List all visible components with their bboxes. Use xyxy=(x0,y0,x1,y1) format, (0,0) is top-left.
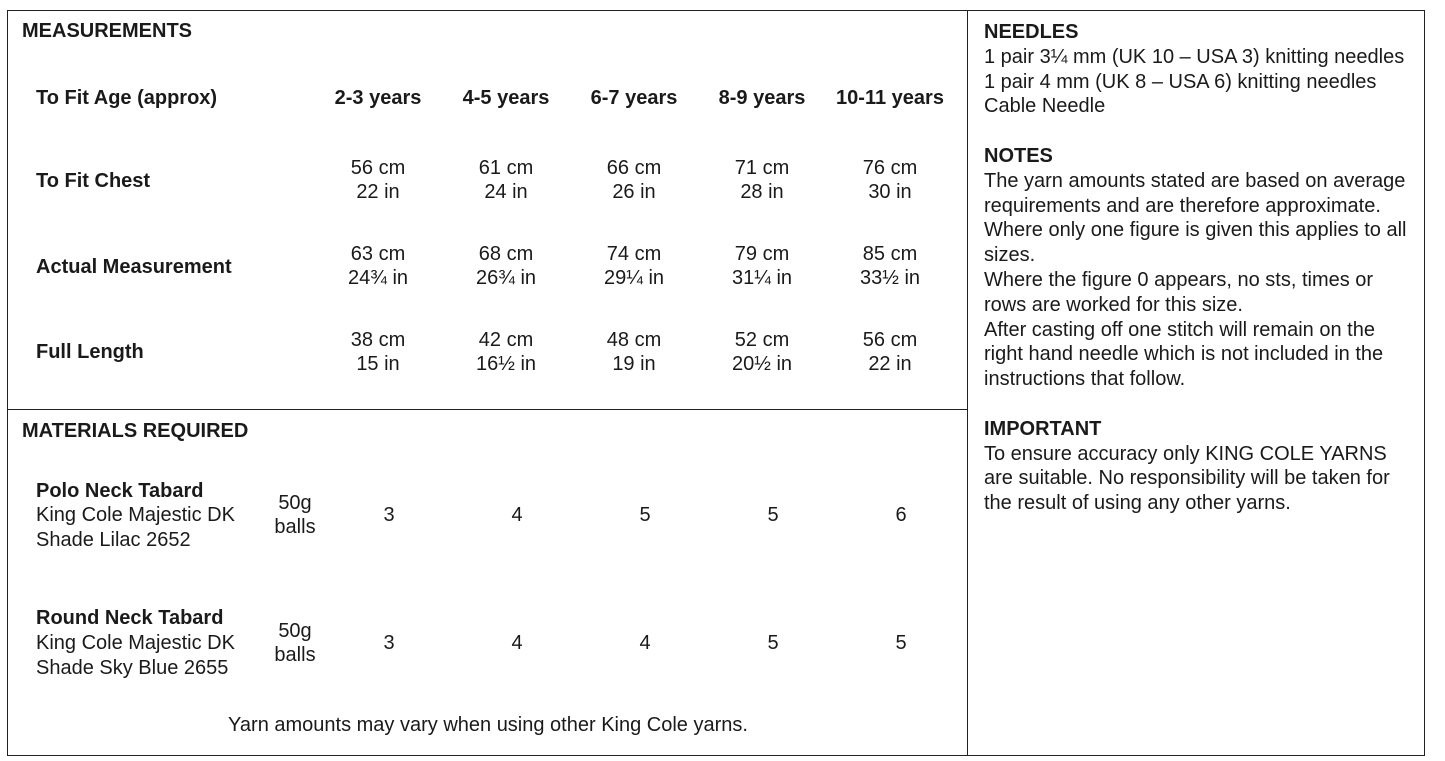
age-col-4: 8-9 years xyxy=(718,87,806,109)
round-qty-4: 5 xyxy=(767,632,779,654)
polo-unit: balls xyxy=(274,516,316,538)
chest-cm-2: 61 cm xyxy=(478,157,534,179)
column-divider xyxy=(967,10,968,756)
polo-qty-5: 6 xyxy=(895,504,907,526)
length-label: Full Length xyxy=(36,341,144,363)
round-shade: Shade Sky Blue 2655 xyxy=(36,657,229,679)
polo-qty-3: 5 xyxy=(639,504,651,526)
length-in-3: 19 in xyxy=(612,353,656,375)
materials-heading: MATERIALS REQUIRED xyxy=(22,420,249,442)
actual-cm-4: 79 cm xyxy=(734,243,790,265)
important-heading: IMPORTANT xyxy=(984,417,1102,440)
notes-line-1: The yarn amounts stated are based on average requirements and are therefore approximate. xyxy=(984,169,1406,217)
polo-yarn: King Cole Majestic DK xyxy=(36,504,235,526)
measurements-heading: MEASUREMENTS xyxy=(22,20,193,42)
polo-unit-weight: 50g xyxy=(278,492,312,514)
round-yarn: King Cole Majestic DK xyxy=(36,632,235,654)
notes-line-4: After casting off one stitch will remain on the right hand needle which is not included in the instructions that follow. xyxy=(984,318,1384,391)
actual-in-1: 24¾ in xyxy=(347,267,409,289)
right-column xyxy=(984,20,1416,516)
chest-cm-3: 66 cm xyxy=(606,157,662,179)
actual-in-2: 26¾ in xyxy=(475,267,537,289)
polo-qty-2: 4 xyxy=(511,504,523,526)
length-cm-2: 42 cm xyxy=(478,329,534,351)
important-text: To ensure accuracy only KING COLE YARNS are suitable. No responsibility will be taken for the result of using any other yarns. xyxy=(984,442,1390,515)
age-col-1: 2-3 years xyxy=(334,87,422,109)
polo-qty-4: 5 xyxy=(767,504,779,526)
chest-in-3: 26 in xyxy=(612,181,656,203)
actual-cm-1: 63 cm xyxy=(350,243,406,265)
length-in-2: 16½ in xyxy=(475,353,537,375)
actual-cm-2: 68 cm xyxy=(478,243,534,265)
spacer xyxy=(984,392,1416,417)
chest-cm-5: 76 cm xyxy=(862,157,918,179)
actual-in-5: 33½ in xyxy=(859,267,921,289)
notes-line-2: Where only one figure is given this applies to all sizes. xyxy=(984,219,1407,267)
yarn-footnote: Yarn amounts may vary when using other King Cole yarns. xyxy=(228,714,748,736)
round-name: Round Neck Tabard xyxy=(36,607,224,629)
actual-label: Actual Measurement xyxy=(36,256,232,278)
needles-line-3: Cable Needle xyxy=(984,95,1106,118)
polo-qty-1: 3 xyxy=(383,504,395,526)
length-cm-5: 56 cm xyxy=(862,329,918,351)
round-unit-weight: 50g xyxy=(278,620,312,642)
chest-in-4: 28 in xyxy=(740,181,784,203)
chest-in-5: 30 in xyxy=(868,181,912,203)
age-label: To Fit Age (approx) xyxy=(36,87,218,109)
polo-name: Polo Neck Tabard xyxy=(36,480,204,502)
needles-line-1: 1 pair 3¼ mm (UK 10 – USA 3) knitting needles xyxy=(984,45,1405,68)
needles-line-2: 1 pair 4 mm (UK 8 – USA 6) knitting needles xyxy=(984,70,1377,93)
length-cm-1: 38 cm xyxy=(350,329,406,351)
needles-heading: NEEDLES xyxy=(984,21,1079,43)
age-col-3: 6-7 years xyxy=(590,87,678,109)
chest-in-2: 24 in xyxy=(484,181,528,203)
length-cm-4: 52 cm xyxy=(734,329,790,351)
chest-cm-1: 56 cm xyxy=(350,157,406,179)
notes-heading: NOTES xyxy=(984,144,1053,167)
actual-in-3: 29¼ in xyxy=(603,267,665,289)
length-cm-3: 48 cm xyxy=(606,329,662,351)
actual-cm-3: 74 cm xyxy=(606,243,662,265)
actual-cm-5: 85 cm xyxy=(862,243,918,265)
polo-shade: Shade Lilac 2652 xyxy=(36,529,191,551)
actual-in-4: 31¼ in xyxy=(731,267,793,289)
round-qty-2: 4 xyxy=(511,632,523,654)
spacer xyxy=(984,119,1416,144)
round-unit: balls xyxy=(274,644,316,666)
round-qty-5: 5 xyxy=(895,632,907,654)
section-divider xyxy=(7,409,968,410)
round-qty-3: 4 xyxy=(639,632,651,654)
length-in-5: 22 in xyxy=(868,353,912,375)
age-col-5: 10-11 years xyxy=(836,87,944,109)
notes-line-3: Where the figure 0 appears, no sts, times or rows are worked for this size. xyxy=(984,268,1374,316)
chest-in-1: 22 in xyxy=(356,181,400,203)
round-qty-1: 3 xyxy=(383,632,395,654)
chest-cm-4: 71 cm xyxy=(734,157,790,179)
age-col-2: 4-5 years xyxy=(462,87,550,109)
length-in-4: 20½ in xyxy=(731,353,793,375)
length-in-1: 15 in xyxy=(356,353,400,375)
chest-label: To Fit Chest xyxy=(36,170,151,192)
